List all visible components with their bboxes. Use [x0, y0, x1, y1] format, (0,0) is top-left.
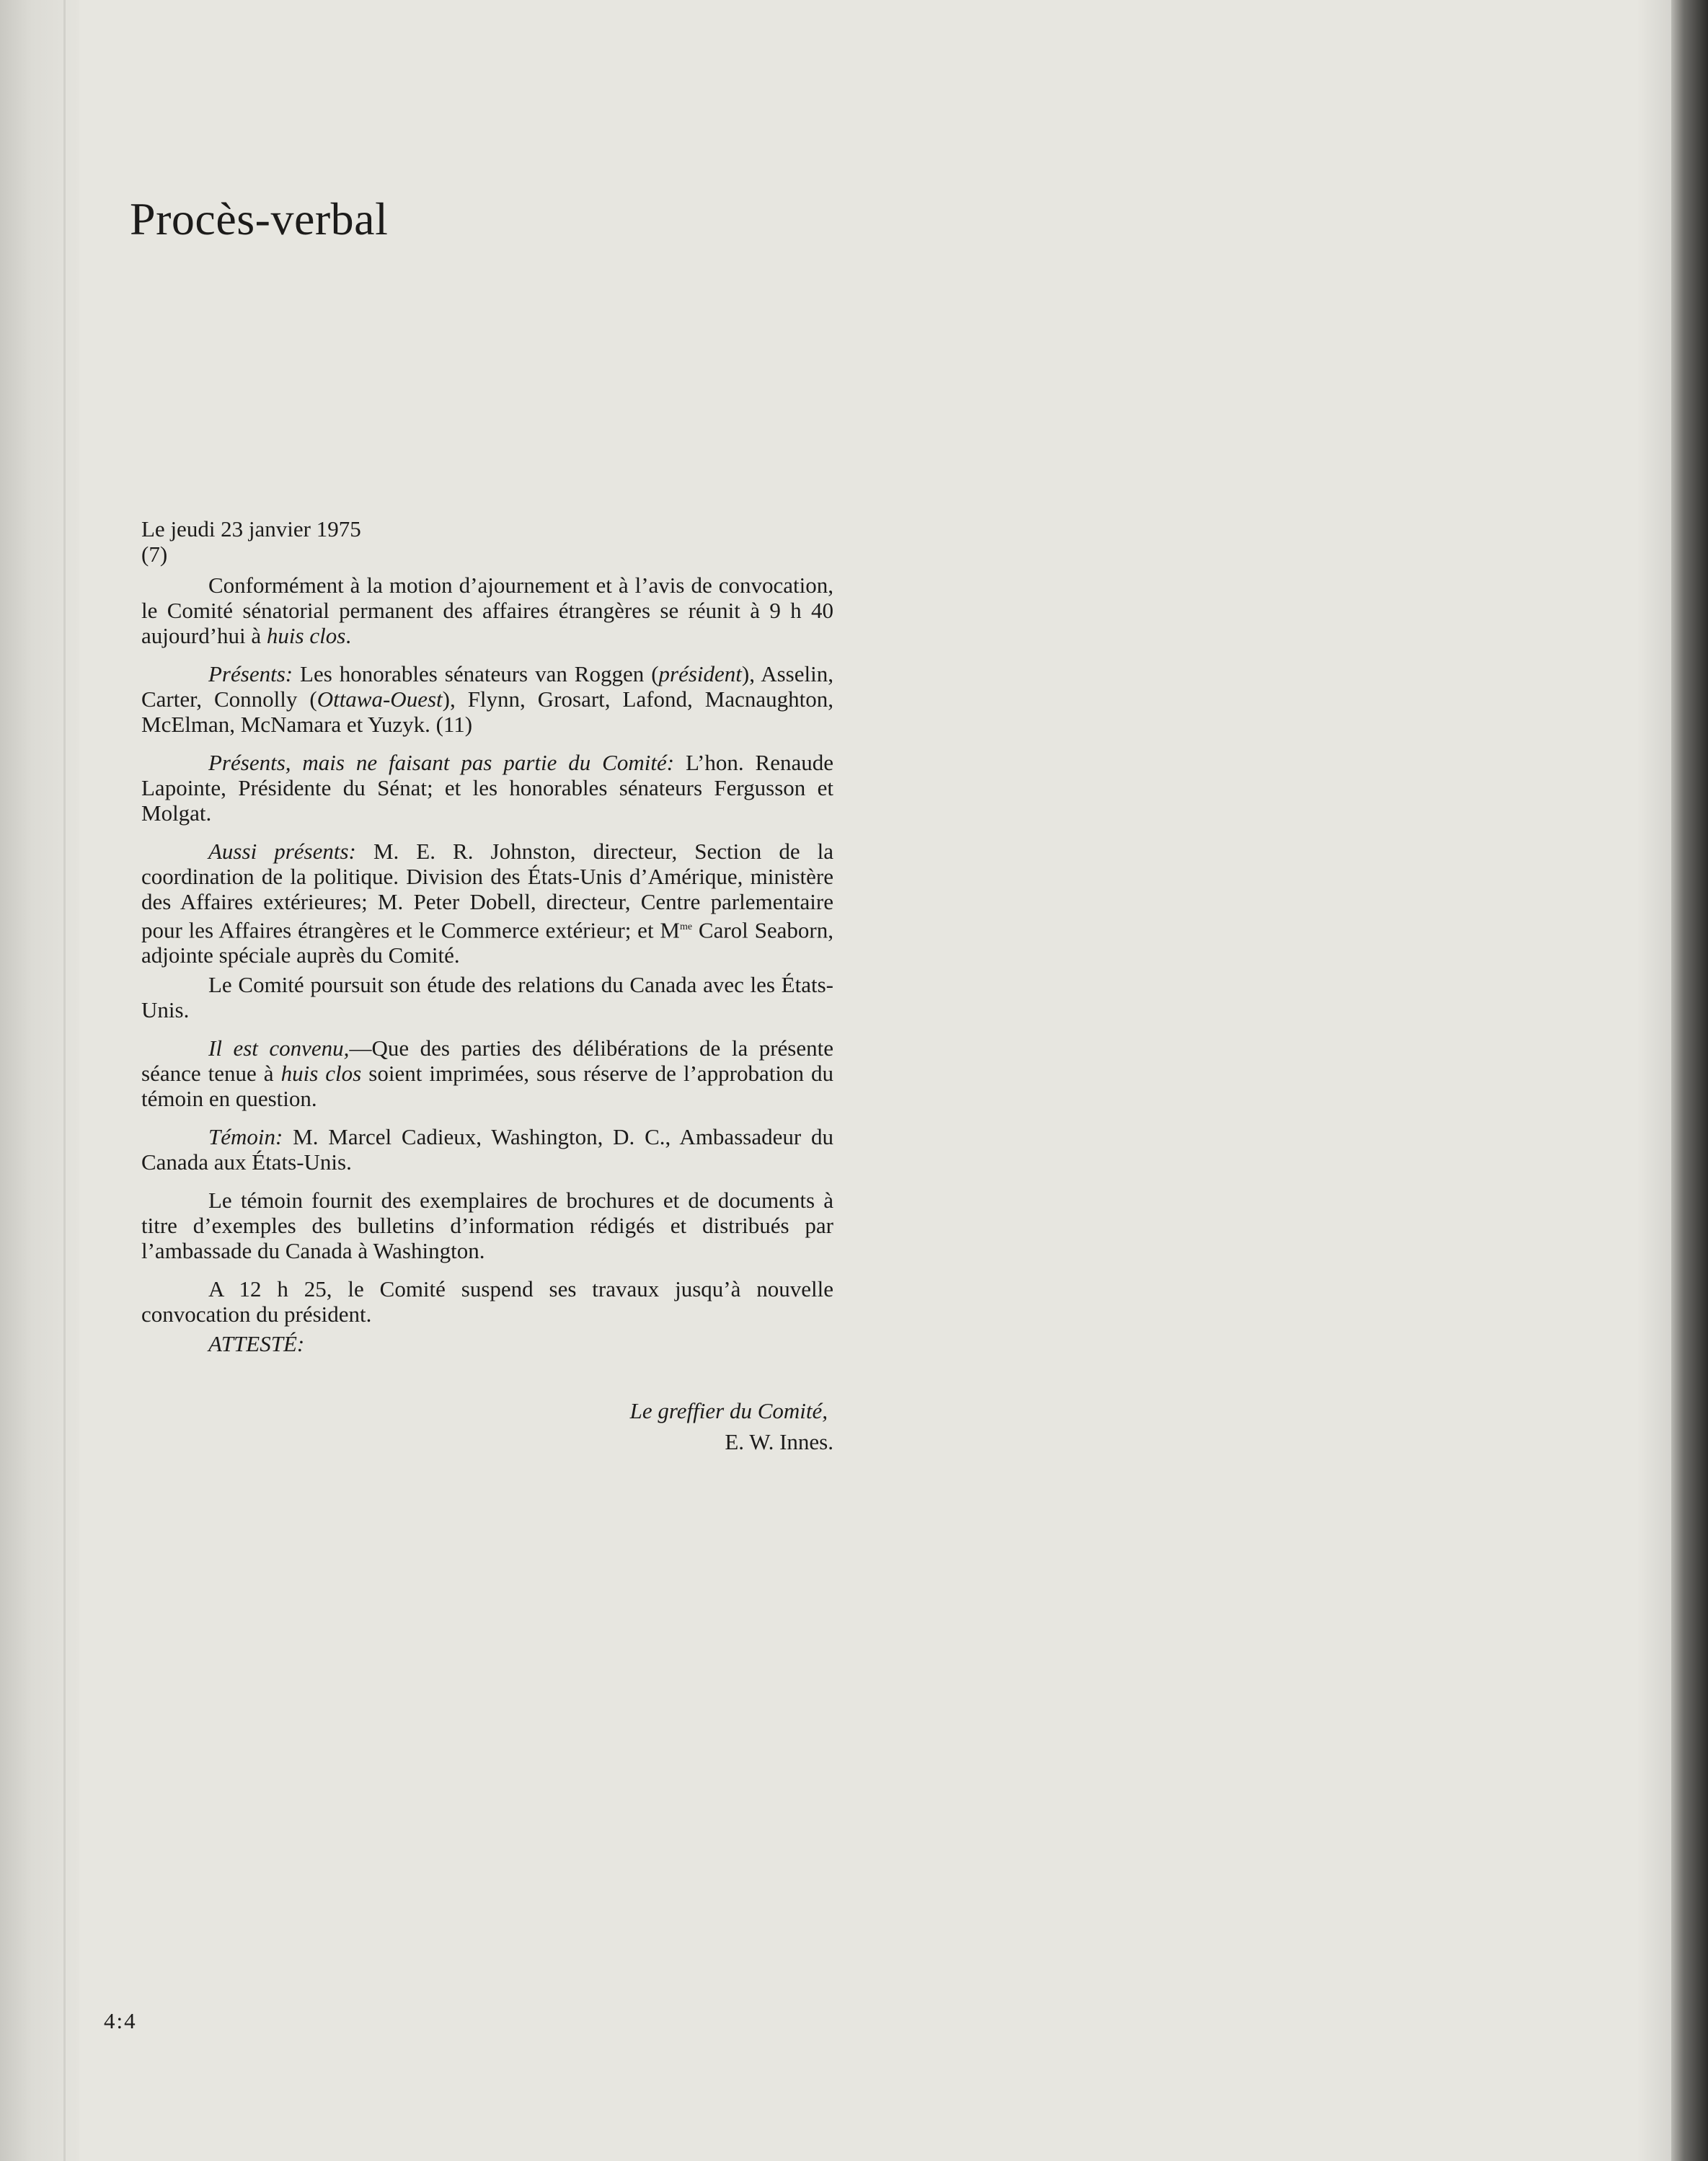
paragraph-documents: Le témoin fournit des exemplaires de brochures et de documents à titre d’exemples des bulletins d’information rédigés et distribués par l’ambassade du Canada à Washington.: [141, 1188, 833, 1264]
minutes-body: [141, 516, 833, 1454]
paragraph-agreed: Il est convenu,—Que des parties des délibérations de la présente séance tenue à huis clos soient imprimées, sous réserve de l’approbation du témoin en question.: [141, 1035, 833, 1112]
clerk-title: Le greffier du Comité,: [629, 1398, 828, 1424]
paragraph-non-members-present: Présents, mais ne faisant pas partie du Comité: L’hon. Renaude Lapointe, Présidente du Sénat; et les honorables sénateurs Fergusson et Molgat.: [141, 750, 833, 826]
paragraph-witness: Témoin: M. Marcel Cadieux, Washington, D. C., Ambassadeur du Canada aux États-Unis.: [141, 1124, 833, 1175]
paragraph-adjournment: A 12 h 25, le Comité suspend ses travaux jusqu’à nouvelle convocation du président.: [141, 1276, 833, 1327]
binding-shadow: [1637, 0, 1671, 2161]
attest-label: ATTESTÉ:: [208, 1331, 305, 1357]
page-number: 4:4: [104, 2008, 137, 2033]
meeting-date: Le jeudi 23 janvier 1975: [141, 516, 361, 542]
clerk-name: E. W. Innes.: [725, 1429, 833, 1455]
paragraph-study: Le Comité poursuit son étude des relations du Canada avec les États-Unis.: [141, 972, 833, 1023]
page-stack-edge: [0, 0, 79, 2161]
session-number: (7): [141, 542, 168, 567]
binding-edge: [1671, 0, 1708, 2161]
page-title: Procès-verbal: [130, 193, 389, 244]
paragraph-convocation: Conformément à la motion d’ajournement et à l’avis de convocation, le Comité sénatorial permanent des affaires étrangères se réunit à 9 h 40 aujourd’hui à huis clos.: [141, 573, 833, 648]
paragraph-also-present: Aussi présents: M. E. R. Johnston, directeur, Section de la coordination de la politique. Division des États-Unis d’Amérique, ministère des Affaires extérieures; M. Peter Dobell, directeur, Centre parlementaire pour les Affaires étrangères et le Commerce extérieur; et $M^{me}$ Carol Seaborn, adjointe spéciale auprès du Comité.: [141, 839, 833, 968]
paragraph-members-present: Présents: Les honorables sénateurs van Roggen (président), Asselin, Carter, Connolly (Ottawa-Ouest), Flynn, Grosart, Lafond, Macnaughton, McElman, McNamara et Yuzyk. (11): [141, 661, 833, 737]
